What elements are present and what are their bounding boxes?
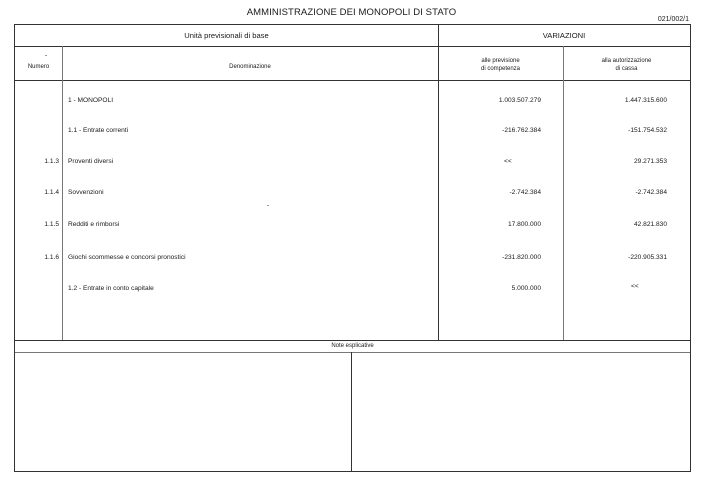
scan-speck [45, 55, 47, 56]
header-variazioni: VARIAZIONI [542, 31, 586, 40]
row-5-competenza: 17.800.000 [507, 221, 541, 228]
row-7-competenza: 5.000.000 [511, 285, 541, 292]
row-5-numero: 1.1.5 [44, 221, 59, 228]
row-7-denominazione: 1.2 - Entrate in conto capitale [68, 285, 154, 292]
header-divider [15, 46, 690, 47]
row-5-denominazione: Redditi e rimborsi [68, 221, 120, 228]
row-3-denominazione: Proventi diversi [68, 158, 114, 165]
numero-column-divider [62, 46, 63, 340]
row-4-denominazione: Sovvenzioni [68, 189, 104, 196]
row-6-competenza: -231.820.000 [502, 254, 541, 261]
document-title: AMMINISTRAZIONE DEI MONOPOLI DI STATO [246, 7, 457, 18]
row-3-competenza: << [504, 158, 512, 165]
header-upb: Unità previsionali di base [184, 31, 269, 40]
row-5-cassa: 42.821.830 [633, 221, 667, 228]
budget-table [14, 24, 691, 472]
row-3-cassa: 29.271.353 [633, 158, 667, 165]
row-4-cassa: -2.742.384 [635, 189, 667, 196]
cassa-column-divider [563, 46, 564, 340]
notes-split-divider [351, 352, 352, 472]
row-1-denominazione: 1 - MONOPOLI [68, 97, 114, 104]
row-4-numero: 1.1.4 [44, 189, 59, 196]
row-7-cassa: << [631, 283, 639, 290]
row-2-cassa: -151.754.532 [628, 127, 667, 134]
notes-top-divider [15, 340, 690, 341]
row-6-cassa: -220.905.331 [628, 254, 667, 261]
row-1-cassa: 1.447.315.600 [624, 97, 667, 104]
notes-label: Note esplicative [331, 343, 374, 349]
column-header-divider [15, 80, 690, 81]
scan-speck [267, 205, 269, 206]
header-numero: Numero [27, 64, 50, 70]
document-code: 021/002/1 [657, 16, 689, 23]
notes-label-divider [15, 352, 690, 353]
row-1-competenza: 1.003.507.279 [498, 97, 541, 104]
row-6-denominazione: Giochi scommesse e concorsi pronostici [68, 254, 186, 261]
row-4-competenza: -2.742.384 [509, 189, 541, 196]
row-6-numero: 1.1.6 [44, 254, 59, 261]
row-2-denominazione: 1.1 - Entrate correnti [68, 127, 129, 134]
row-2-competenza: -216.762.384 [502, 127, 541, 134]
header-denominazione: Denominazione [229, 64, 271, 70]
header-cassa: alla autorizzazione di cassa [601, 58, 652, 72]
header-competenza: alle previsione di competenza [480, 58, 521, 72]
row-3-numero: 1.1.3 [44, 158, 59, 165]
